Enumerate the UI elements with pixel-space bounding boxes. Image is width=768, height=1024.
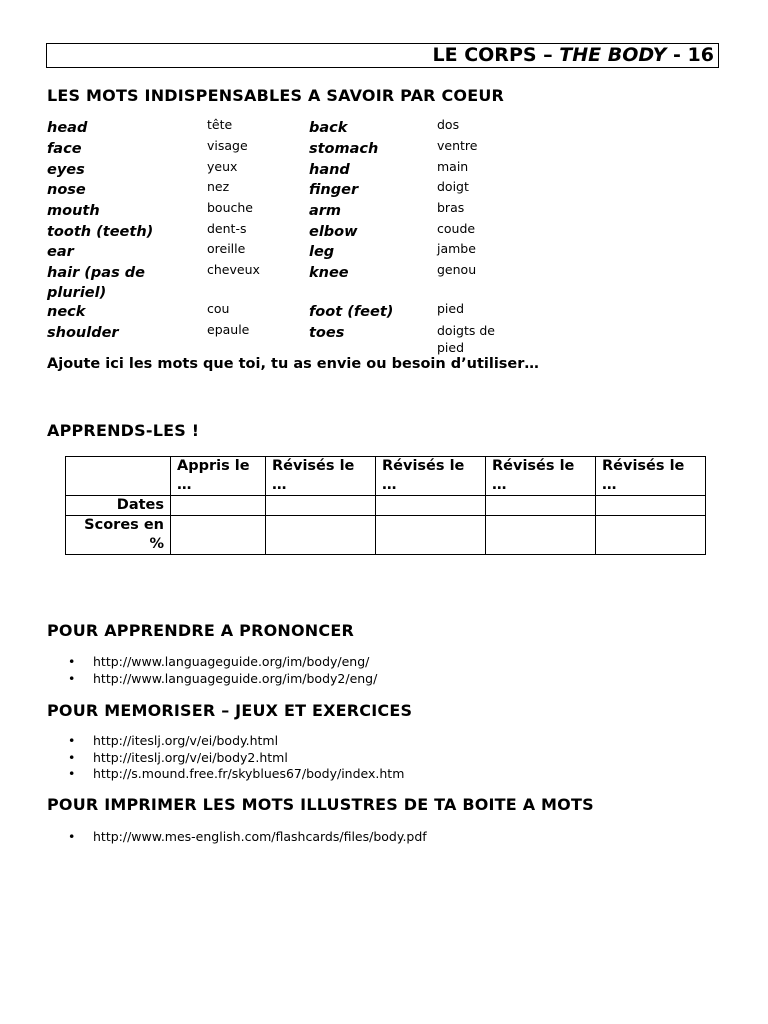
table-cell[interactable] bbox=[171, 496, 266, 516]
english-word: arm bbox=[309, 203, 342, 219]
link[interactable]: http://www.languageguide.org/im/body/eng/ bbox=[93, 654, 370, 669]
table-cell[interactable] bbox=[376, 516, 486, 555]
memorise-link-list bbox=[47, 733, 404, 783]
table-row-dates bbox=[66, 496, 706, 516]
french-word: bouche bbox=[207, 200, 253, 215]
french-word: cou bbox=[207, 301, 230, 316]
title-suffix: - 16 bbox=[666, 44, 714, 66]
english-word: head bbox=[47, 120, 88, 136]
table-cell[interactable] bbox=[266, 496, 376, 516]
english-word: nose bbox=[47, 182, 86, 198]
table-cell[interactable] bbox=[596, 516, 706, 555]
french-word: ventre bbox=[437, 138, 478, 153]
english-word: hair (pas de pluriel) bbox=[47, 265, 145, 301]
french-word: main bbox=[437, 159, 469, 174]
table-cell[interactable] bbox=[486, 516, 596, 555]
english-word: eyes bbox=[47, 162, 85, 178]
english-word: leg bbox=[309, 244, 335, 260]
heading-memorise: POUR MEMORISER – JEUX ET EXERCICES bbox=[47, 701, 413, 720]
french-word: dent-s bbox=[207, 221, 247, 236]
table-header-cell: Révisés le … bbox=[486, 457, 596, 496]
french-word: doigt bbox=[437, 179, 469, 194]
english-word: shoulder bbox=[47, 325, 119, 341]
bullet-icon: • bbox=[68, 654, 76, 669]
row-label: Scores en % bbox=[66, 516, 171, 555]
english-word: foot (feet) bbox=[309, 304, 394, 320]
table-header-cell bbox=[66, 457, 171, 496]
heading-vocab: LES MOTS INDISPENSABLES A SAVOIR PAR COEUR bbox=[47, 86, 505, 105]
list-item bbox=[47, 766, 404, 783]
english-word: mouth bbox=[47, 203, 100, 219]
english-word: ear bbox=[47, 244, 74, 260]
list-item bbox=[47, 750, 404, 767]
table-header-cell: Appris le … bbox=[171, 457, 266, 496]
list-item bbox=[47, 671, 377, 688]
table-header-cell: Révisés le … bbox=[376, 457, 486, 496]
title-italic: THE BODY bbox=[559, 44, 667, 66]
english-word: hand bbox=[309, 162, 350, 178]
english-word: finger bbox=[309, 182, 359, 198]
list-item bbox=[47, 733, 404, 750]
french-word: oreille bbox=[207, 241, 246, 256]
bullet-icon: • bbox=[68, 749, 76, 765]
english-word: toes bbox=[309, 325, 345, 341]
bullet-icon: • bbox=[68, 733, 76, 748]
french-word: jambe bbox=[437, 241, 476, 256]
bullet-icon: • bbox=[68, 829, 76, 844]
link[interactable]: http://iteslj.org/v/ei/body2.html bbox=[93, 749, 288, 765]
list-item bbox=[47, 829, 427, 846]
bullet-icon: • bbox=[68, 766, 76, 781]
english-word: back bbox=[309, 120, 348, 136]
table-cell[interactable] bbox=[171, 516, 266, 555]
page-title bbox=[46, 43, 719, 68]
french-word: doigts de pied bbox=[437, 323, 496, 355]
revision-table bbox=[65, 456, 706, 555]
english-word: elbow bbox=[309, 224, 358, 240]
french-word: dos bbox=[437, 117, 460, 132]
bullet-icon: • bbox=[68, 670, 76, 686]
french-word: tête bbox=[207, 117, 233, 132]
french-word: yeux bbox=[207, 159, 238, 174]
table-cell[interactable] bbox=[596, 496, 706, 516]
pronounce-link-list bbox=[47, 654, 377, 687]
french-word: visage bbox=[207, 138, 248, 153]
heading-learn: APPRENDS-LES ! bbox=[47, 421, 200, 440]
heading-print: POUR IMPRIMER LES MOTS ILLUSTRES DE TA BOITE A MOTS bbox=[47, 795, 594, 814]
french-word: genou bbox=[437, 262, 477, 277]
print-link-list bbox=[47, 829, 427, 846]
link[interactable]: http://s.mound.free.fr/skyblues67/body/index.htm bbox=[93, 766, 405, 781]
english-word: tooth (teeth) bbox=[47, 224, 154, 240]
link[interactable]: http://iteslj.org/v/ei/body.html bbox=[93, 733, 279, 748]
table-header-cell: Révisés le … bbox=[266, 457, 376, 496]
french-word: cheveux bbox=[207, 262, 260, 277]
table-header-row bbox=[66, 457, 706, 496]
list-item bbox=[47, 654, 377, 671]
table-cell[interactable] bbox=[486, 496, 596, 516]
table-header-cell: Révisés le … bbox=[596, 457, 706, 496]
row-label: Dates bbox=[66, 496, 171, 516]
heading-pronounce: POUR APPRENDRE A PRONONCER bbox=[47, 621, 354, 640]
english-word: neck bbox=[47, 304, 86, 320]
french-word: pied bbox=[437, 301, 465, 316]
french-word: bras bbox=[437, 200, 465, 215]
table-row-scores bbox=[66, 516, 706, 555]
link[interactable]: http://www.languageguide.org/im/body2/eng/ bbox=[93, 670, 378, 686]
french-word: epaule bbox=[207, 322, 250, 337]
french-word: nez bbox=[207, 179, 230, 194]
english-word: knee bbox=[309, 265, 349, 281]
link[interactable]: http://www.mes-english.com/flashcards/files/body.pdf bbox=[93, 829, 427, 844]
french-word: coude bbox=[437, 221, 476, 236]
table-cell[interactable] bbox=[266, 516, 376, 555]
english-word: face bbox=[47, 141, 82, 157]
english-word: stomach bbox=[309, 141, 379, 157]
instruction-note: Ajoute ici les mots que toi, tu as envie ou besoin d’utiliser… bbox=[47, 356, 539, 372]
title-prefix: LE CORPS – bbox=[432, 44, 560, 66]
table-cell[interactable] bbox=[376, 496, 486, 516]
